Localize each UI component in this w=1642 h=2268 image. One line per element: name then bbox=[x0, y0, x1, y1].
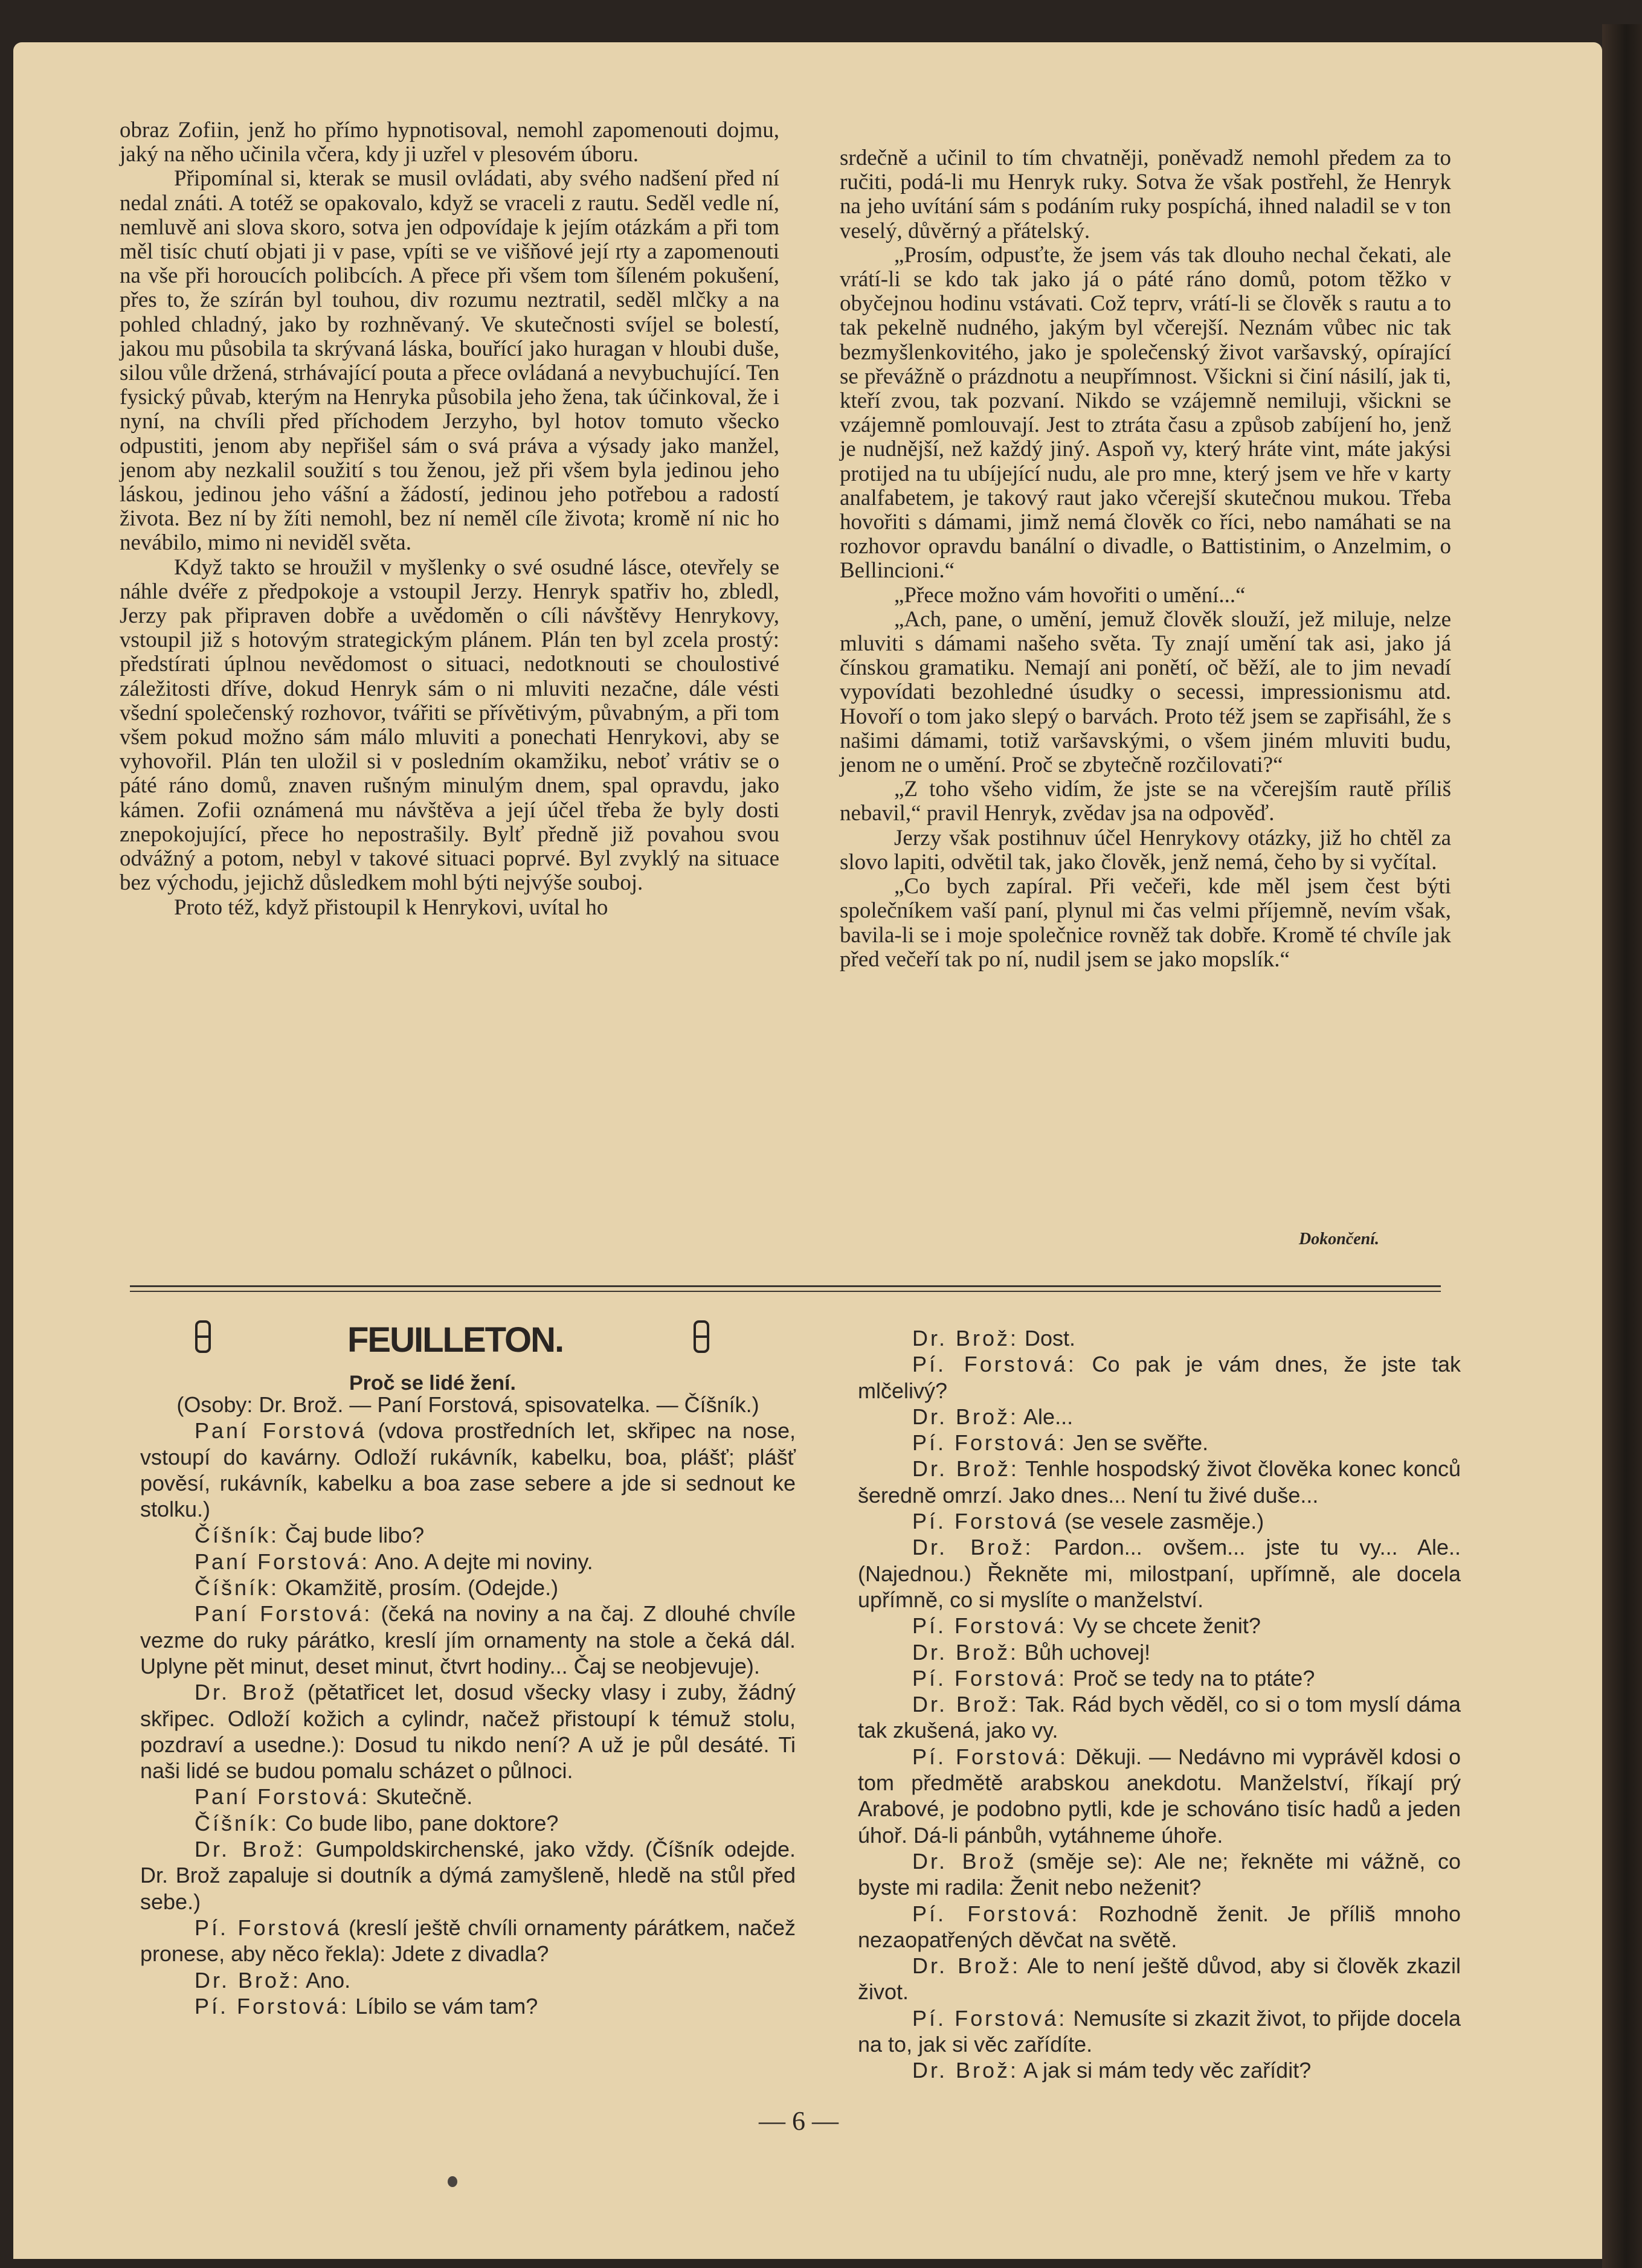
section-divider bbox=[130, 1285, 1441, 1287]
dialogue-line bbox=[858, 1613, 1461, 1639]
dialogue-line bbox=[858, 1848, 1461, 1901]
speaker: Dr. Brož: bbox=[912, 2058, 1019, 2083]
dialogue-text: Ano. bbox=[301, 1967, 351, 1993]
dialogue-text: Ano. A dejte mi noviny. bbox=[370, 1549, 593, 1574]
speaker: Dr. Brož: bbox=[912, 1639, 1019, 1665]
feuilleton-subtitle: Proč se lidé žení. bbox=[349, 1372, 516, 1395]
speaker: Pí. Forstová: bbox=[912, 1744, 1069, 1769]
dialogue-line bbox=[858, 1901, 1461, 1953]
speaker: Paní Forstová: bbox=[195, 1784, 370, 1810]
dialogue-line bbox=[858, 1665, 1461, 1691]
paragraph: „Co bych zapíral. Při večeři, kde měl jsem čest býti společníkem vaší paní, plynul mi čas velmi příjemně, nevím však, bavila-li se i moje společnice rovněž tak dobře. Kromě té chvíle jak před večeří tak po ní, nudil jsem se jako mopslík.“ bbox=[840, 874, 1451, 972]
dialogue-line bbox=[140, 1549, 796, 1575]
dialogue-line bbox=[858, 1456, 1461, 1508]
dialogue-text: Okamžitě, prosím. (Odejde.) bbox=[279, 1575, 559, 1601]
ornament-icon bbox=[195, 1320, 211, 1354]
speaker: Dr. Brož: bbox=[912, 1404, 1019, 1429]
paragraph: „Prosím, odpusťte, že jsem vás tak dlouho nechal čekati, ale vrátí-li se kdo tak jako já o páté ráno domů, potom těžko v obyčejnou hodinu vstávati. Což teprv, vrátí-li se člověk s rautu a to tak pekelně nudného, jakým byl včerejší. Neznám vůbec nic tak bezmyšlenkovitého, jako je společenský život varšavský, opírající se převážně o prázdnotu a neupřímnost. Všickni si činí násilí, jak ti, kteří zvou, tak pozvaní. Nikdo se vzájemně nemiluji, všickni se vzájemně pomlouvají. Jest to ztráta času a způsob zabíjení ho, jenž je nudnější, než každý jiný. Aspoň vy, který hráte vint, máte jakýsi protijed na tu ubíjející nudu, ale pro mne, který jsem ve hře v karty analfabetem, je takový raut jako včerejší skutečnou mukou. Třeba hovořiti s dámami, jimž nemá člověk co říci, nebo namáhati se na rozhovor opravdu banální o divadle, o Battistinim, o Anzelmim, o Bellincioni.“ bbox=[840, 242, 1451, 583]
bottom-right-column bbox=[858, 1325, 1461, 2084]
feuilleton-header bbox=[130, 1320, 785, 1360]
dialogue-line bbox=[858, 1639, 1461, 1665]
dialogue-text: Líbilo se vám tam? bbox=[349, 1993, 538, 2019]
speaker: Dr. Brož: bbox=[912, 1326, 1019, 1351]
page-number: — 6 — bbox=[759, 2106, 839, 2136]
feuilleton-title: FEUILLETON. bbox=[347, 1320, 564, 1360]
paragraph: obraz Zofiin, jenž ho přímo hypnotisoval, nemohl zapomenouti dojmu, jaký na něho učinila včera, kdy ji uzřel v plesovém úboru. bbox=[120, 118, 779, 167]
dialogue-line bbox=[858, 2057, 1461, 2083]
speaker: Pí. Forstová: bbox=[912, 1665, 1067, 1691]
dialogue-text: Čaj bude libo? bbox=[279, 1523, 425, 1548]
speaker: Pí. Forstová: bbox=[912, 1352, 1077, 1377]
ink-spot bbox=[448, 2176, 457, 2187]
top-left-column bbox=[120, 118, 779, 920]
dialogue-text: Gumpoldskirchenské, jako vždy. (Číšník odejde. Dr. Brož zapaluje si doutník a dýmá zamyšleně, hledě na stůl před sebe.) bbox=[140, 1837, 796, 1914]
speaker: Pí. Forstová: bbox=[195, 1993, 350, 2019]
dialogue-line bbox=[140, 1993, 796, 2019]
dialogue-text: Ale... bbox=[1019, 1404, 1074, 1429]
dialogue-text: (vdova prostředních let, skřipec na nose, vstoupí do kavárny. Odloží rukávník, kabelku, boa, plášť; plášť pověsí, rukávník, kabelku a boa zase sebere a jde si sednout ke stolku.) bbox=[140, 1418, 796, 1522]
dialogue-line bbox=[140, 1522, 796, 1548]
dialogue-text: Dost. bbox=[1019, 1326, 1076, 1351]
dialogue-line bbox=[858, 1534, 1461, 1613]
speaker: Paní Forstová bbox=[195, 1418, 367, 1444]
speaker: Dr. Brož bbox=[912, 1848, 1017, 1874]
speaker: Dr. Brož: bbox=[912, 1692, 1019, 1717]
dialogue-line bbox=[858, 1325, 1461, 1351]
speaker: Pí. Forstová: bbox=[912, 1430, 1067, 1456]
dialogue-text: (kreslí ještě chvíli ornamenty párátkem, načež pronese, aby něco řekla): Jdete z divadla? bbox=[140, 1915, 796, 1967]
speaker: Číšník: bbox=[195, 1523, 280, 1548]
paragraph: Připomínal si, kterak se musil ovládati, aby svého nadšení před ní nedal znáti. A totéž se opakovalo, když se vraceli z rautu. Seděl vedle ní, nemluvě ani slova skoro, sotva jen odpovídaje k jejím otázkám a při tom měl tisíc chutí objati ji v pase, vpíti se ve višňové její rty a zapomenouti na vše při horoucích polibcích. A přece při všem tom šíleném pokušení, přes to, že szírán byl touhou, div rozumu neztratil, seděl mlčky a na pohled chladný, jako by rozhněvaný. Ve skutečnosti svíjel se bolestí, jakou mu působila ta skrývaná láska, bouřící jako huragan v hloubi duše, silou vůle držená, strhávající pouta a přece ovládaná a nevybuchující. Ten fysický půvab, kterým na Henryka působila jeho žena, tak účinkoval, že i nyní, na chvíli před příchodem Jerzyho, byl hotov tomuto všecko odpustiti, jenom aby nepřišel sám o svá práva a výsady jako manžel, jenom aby nezkalil soužití s tou ženou, jež při všem byla jedinou jeho láskou, jedinou jeho vášní a žádostí, jedinou jeho potřebou a radostí života. Bez ní by žíti nemohl, bez ní neměl cíle života; kromě ní nic ho nevábilo, mimo ni neviděl světa. bbox=[120, 166, 779, 556]
speaker: Paní Forstová: bbox=[195, 1601, 373, 1627]
paragraph: Proto též, když přistoupil k Henrykovi, uvítal ho bbox=[174, 895, 608, 920]
dialogue-text: Rozhodně ženit. Je příliš mnoho nezaopatřených děvčat na světě. bbox=[858, 1901, 1461, 1952]
speaker: Číšník: bbox=[195, 1575, 280, 1601]
dialogue-text: Pardon... ovšem... jste tu vy... Ale.. (Najednou.) Řekněte mi, milostpaní, upřímně, ale docela upřímně, co si myslíte o manželství. bbox=[858, 1535, 1461, 1612]
top-right-column bbox=[840, 146, 1451, 972]
speaker: Pí. Forstová bbox=[912, 1509, 1059, 1534]
dialogue-line bbox=[858, 1508, 1461, 1534]
dialogue-text: (čeká na noviny a na čaj. Z dlouhé chvíle vezme do ruky párátko, kreslí jím ornamenty na stole a čeká dál. Uplyne pět minut, deset minut, čtvrt hodiny... Čaj se neobjevuje). bbox=[140, 1601, 796, 1679]
dialogue-line bbox=[858, 1953, 1461, 2005]
dialogue-text: Ale to není ještě důvod, aby si člověk zkazil život. bbox=[858, 1953, 1461, 2005]
dialogue-line bbox=[858, 1351, 1461, 1404]
binding-edge bbox=[1602, 24, 1642, 2268]
dialogue-text: (pětatřicet let, dosud všecky vlasy i zuby, žádný skřipec. Odloží kožich a cylindr, načež přistoupí k témuž stolu, pozdraví a usedne.): Dosud tu nikdo není? A už je půl desáté. Ti naši lidé se budou pomalu scházet o půlnoci. bbox=[140, 1680, 796, 1784]
dialogue-line bbox=[858, 2005, 1461, 2058]
dialogue-text: Proč se tedy na to ptáte? bbox=[1067, 1665, 1315, 1691]
speaker: Dr. Brož: bbox=[912, 1953, 1021, 1979]
speaker: Pí. Forstová: bbox=[912, 1613, 1067, 1639]
speaker: Dr. Brož: bbox=[912, 1456, 1019, 1482]
dialogue-text: Co bude libo, pane doktore? bbox=[279, 1810, 559, 1836]
dialogue-text: Co pak je vám dnes, že jste tak mlčelivý? bbox=[858, 1352, 1461, 1403]
dialogue-text: Nemusíte si zkazit život, to přijde docela na to, jak si věc zařídíte. bbox=[858, 2005, 1461, 2057]
paragraph: Když takto se hroužil v myšlenky o své osudné lásce, otevřely se náhle dvéře z předpokoje a vstoupil Jerzy. Henryk spatřiv ho, zbledl, Jerzy pak připraven dobře a uvědoměn o cíli návštěvy Henrykovy, vstoupil již s hotovým strategickým plánem. Plán ten byl zcela prostý: předstírati úplnou nevědomost o situaci, nedotknouti se choulostivé záležitosti dříve, dokud Henryk sám o ni mluviti nezačne, dále vésti všední společenský rozhovor, tvářiti se přívětivým, půvabným, a při tom všem pokud možno sám málo mluviti a ponechati Henrykovi, aby se vyhovořil. Plán ten uložil si v posledním okamžiku, neboť vrátiv se o páté ráno domů, znaven rušným minulým dnem, spal opravdu, jako kámen. Zofii oznámená mu návštěva a její účel třeba že byly dosti znepokojující, přece ho nepostrašily. Bylť předně již povahou svou odvážný a potom, nebyl v takové situaci poprvé. Byl zvyklý na situace bez východu, jejichž důsledkem mohl býti nejvýše souboj. bbox=[120, 554, 779, 896]
paragraph: „Ach, pane, o umění, jemuž člověk slouží, jež miluje, nelze mluviti s dámami našeho světa. Ty znají umění tak asi, jako já čínskou gramatiku. Nemají ani ponětí, oč běží, ale to jim nevadí vypovídati bezohledné úsudky o secessi, impressionismu atd. Hovoří o tom jako slepý o barvách. Proto též jsem se zapřisáhl, že s našimi dámami, totiž varšavskými, o všem jiném mluviti budu, jenom ne o umění. Proč se zbytečně rozčilovati?“ bbox=[840, 606, 1451, 778]
dialogue-line bbox=[858, 1430, 1461, 1456]
persons-line: (Osoby: Dr. Brož. — Paní Forstová, spisovatelka. — Číšník.) bbox=[176, 1392, 759, 1417]
dialogue-text: Tak. Rád bych věděl, co si o tom myslí dáma tak zkušená, jako vy. bbox=[858, 1692, 1461, 1743]
speaker: Pí. Forstová: bbox=[912, 2005, 1067, 2031]
section-divider bbox=[130, 1291, 1441, 1292]
ornament-icon bbox=[693, 1320, 710, 1354]
dialogue-text: A jak si mám tedy věc zařídit? bbox=[1019, 2058, 1312, 2083]
dialogue-text: Vy se chcete ženit? bbox=[1067, 1613, 1261, 1639]
speaker: Číšník: bbox=[195, 1810, 280, 1836]
dialogue-line bbox=[140, 1601, 796, 1679]
dialogue-line bbox=[140, 1836, 796, 1915]
dialogue-line bbox=[140, 1784, 796, 1810]
dialogue-line bbox=[140, 1967, 796, 1993]
dialogue-text: Děkuji. — Nedávno mi vyprávěl kdosi o tom předmětě arabskou anekdotu. Manželství, říkají prý Arabové, je podobno pytli, kde je schováno tisíc hadů a jeden úhoř. Dá-li pánbůh, vytáhneme úhoře. bbox=[858, 1744, 1461, 1848]
dialogue-text: (se vesele zasměje.) bbox=[1058, 1509, 1264, 1534]
dialogue-text: (směje se): Ale ne; řekněte mi vážně, co byste mi radila: Ženit nebo neženit? bbox=[858, 1848, 1461, 1900]
paragraph: „Přece možno vám hovořiti o umění...“ bbox=[894, 582, 1246, 608]
speaker: Dr. Brož bbox=[195, 1680, 297, 1705]
dialogue-text: Jen se svěřte. bbox=[1067, 1430, 1209, 1456]
dialogue-line bbox=[858, 1691, 1461, 1744]
dialogue-line bbox=[858, 1404, 1461, 1430]
speaker: Pí. Forstová bbox=[195, 1915, 342, 1940]
speaker: Paní Forstová: bbox=[195, 1549, 370, 1574]
bottom-left-column bbox=[140, 1392, 796, 2019]
paragraph: srdečně a učinil to tím chvatněji, poněvadž nemohl předem za to ručiti, podá-li mu Henryk ruky. Sotva že však postřehl, že Henryk na jeho uvítání sám s podáním ruky pospíchá, ihned naladil se v ton veselý, důvěrný a přátelský. bbox=[840, 146, 1451, 243]
speaker: Dr. Brož: bbox=[195, 1967, 301, 1993]
speaker: Dr. Brož: bbox=[195, 1837, 306, 1862]
dialogue-text: Bůh uchovej! bbox=[1019, 1639, 1151, 1665]
dialogue-line bbox=[858, 1744, 1461, 1848]
dialogue-text: Tenhle hospodský život člověka konec konců šeredně omrzí. Jako dnes... Není tu živé duše... bbox=[858, 1456, 1461, 1508]
dialogue-line bbox=[140, 1915, 796, 1967]
dialogue-text: Skutečně. bbox=[370, 1784, 473, 1810]
dialogue-line bbox=[140, 1418, 796, 1522]
paragraph: Jerzy však postihnuv účel Henrykovy otázky, již ho chtěl za slovo lapiti, odvětil tak, jako člověk, jenž nemá, čeho by si vyčítal. bbox=[840, 825, 1451, 875]
dialogue-line bbox=[140, 1810, 796, 1836]
speaker: Dr. Brož: bbox=[912, 1535, 1034, 1560]
continuation-note: Dokončení. bbox=[1299, 1230, 1379, 1248]
paragraph: „Z toho všeho vidím, že jste se na včerejším rautě příliš nebavil,“ pravil Henryk, zvědav jsa na odpověď. bbox=[840, 777, 1451, 826]
speaker: Pí. Forstová: bbox=[912, 1901, 1080, 1926]
dialogue-line bbox=[140, 1575, 796, 1601]
dialogue-line bbox=[140, 1679, 796, 1784]
